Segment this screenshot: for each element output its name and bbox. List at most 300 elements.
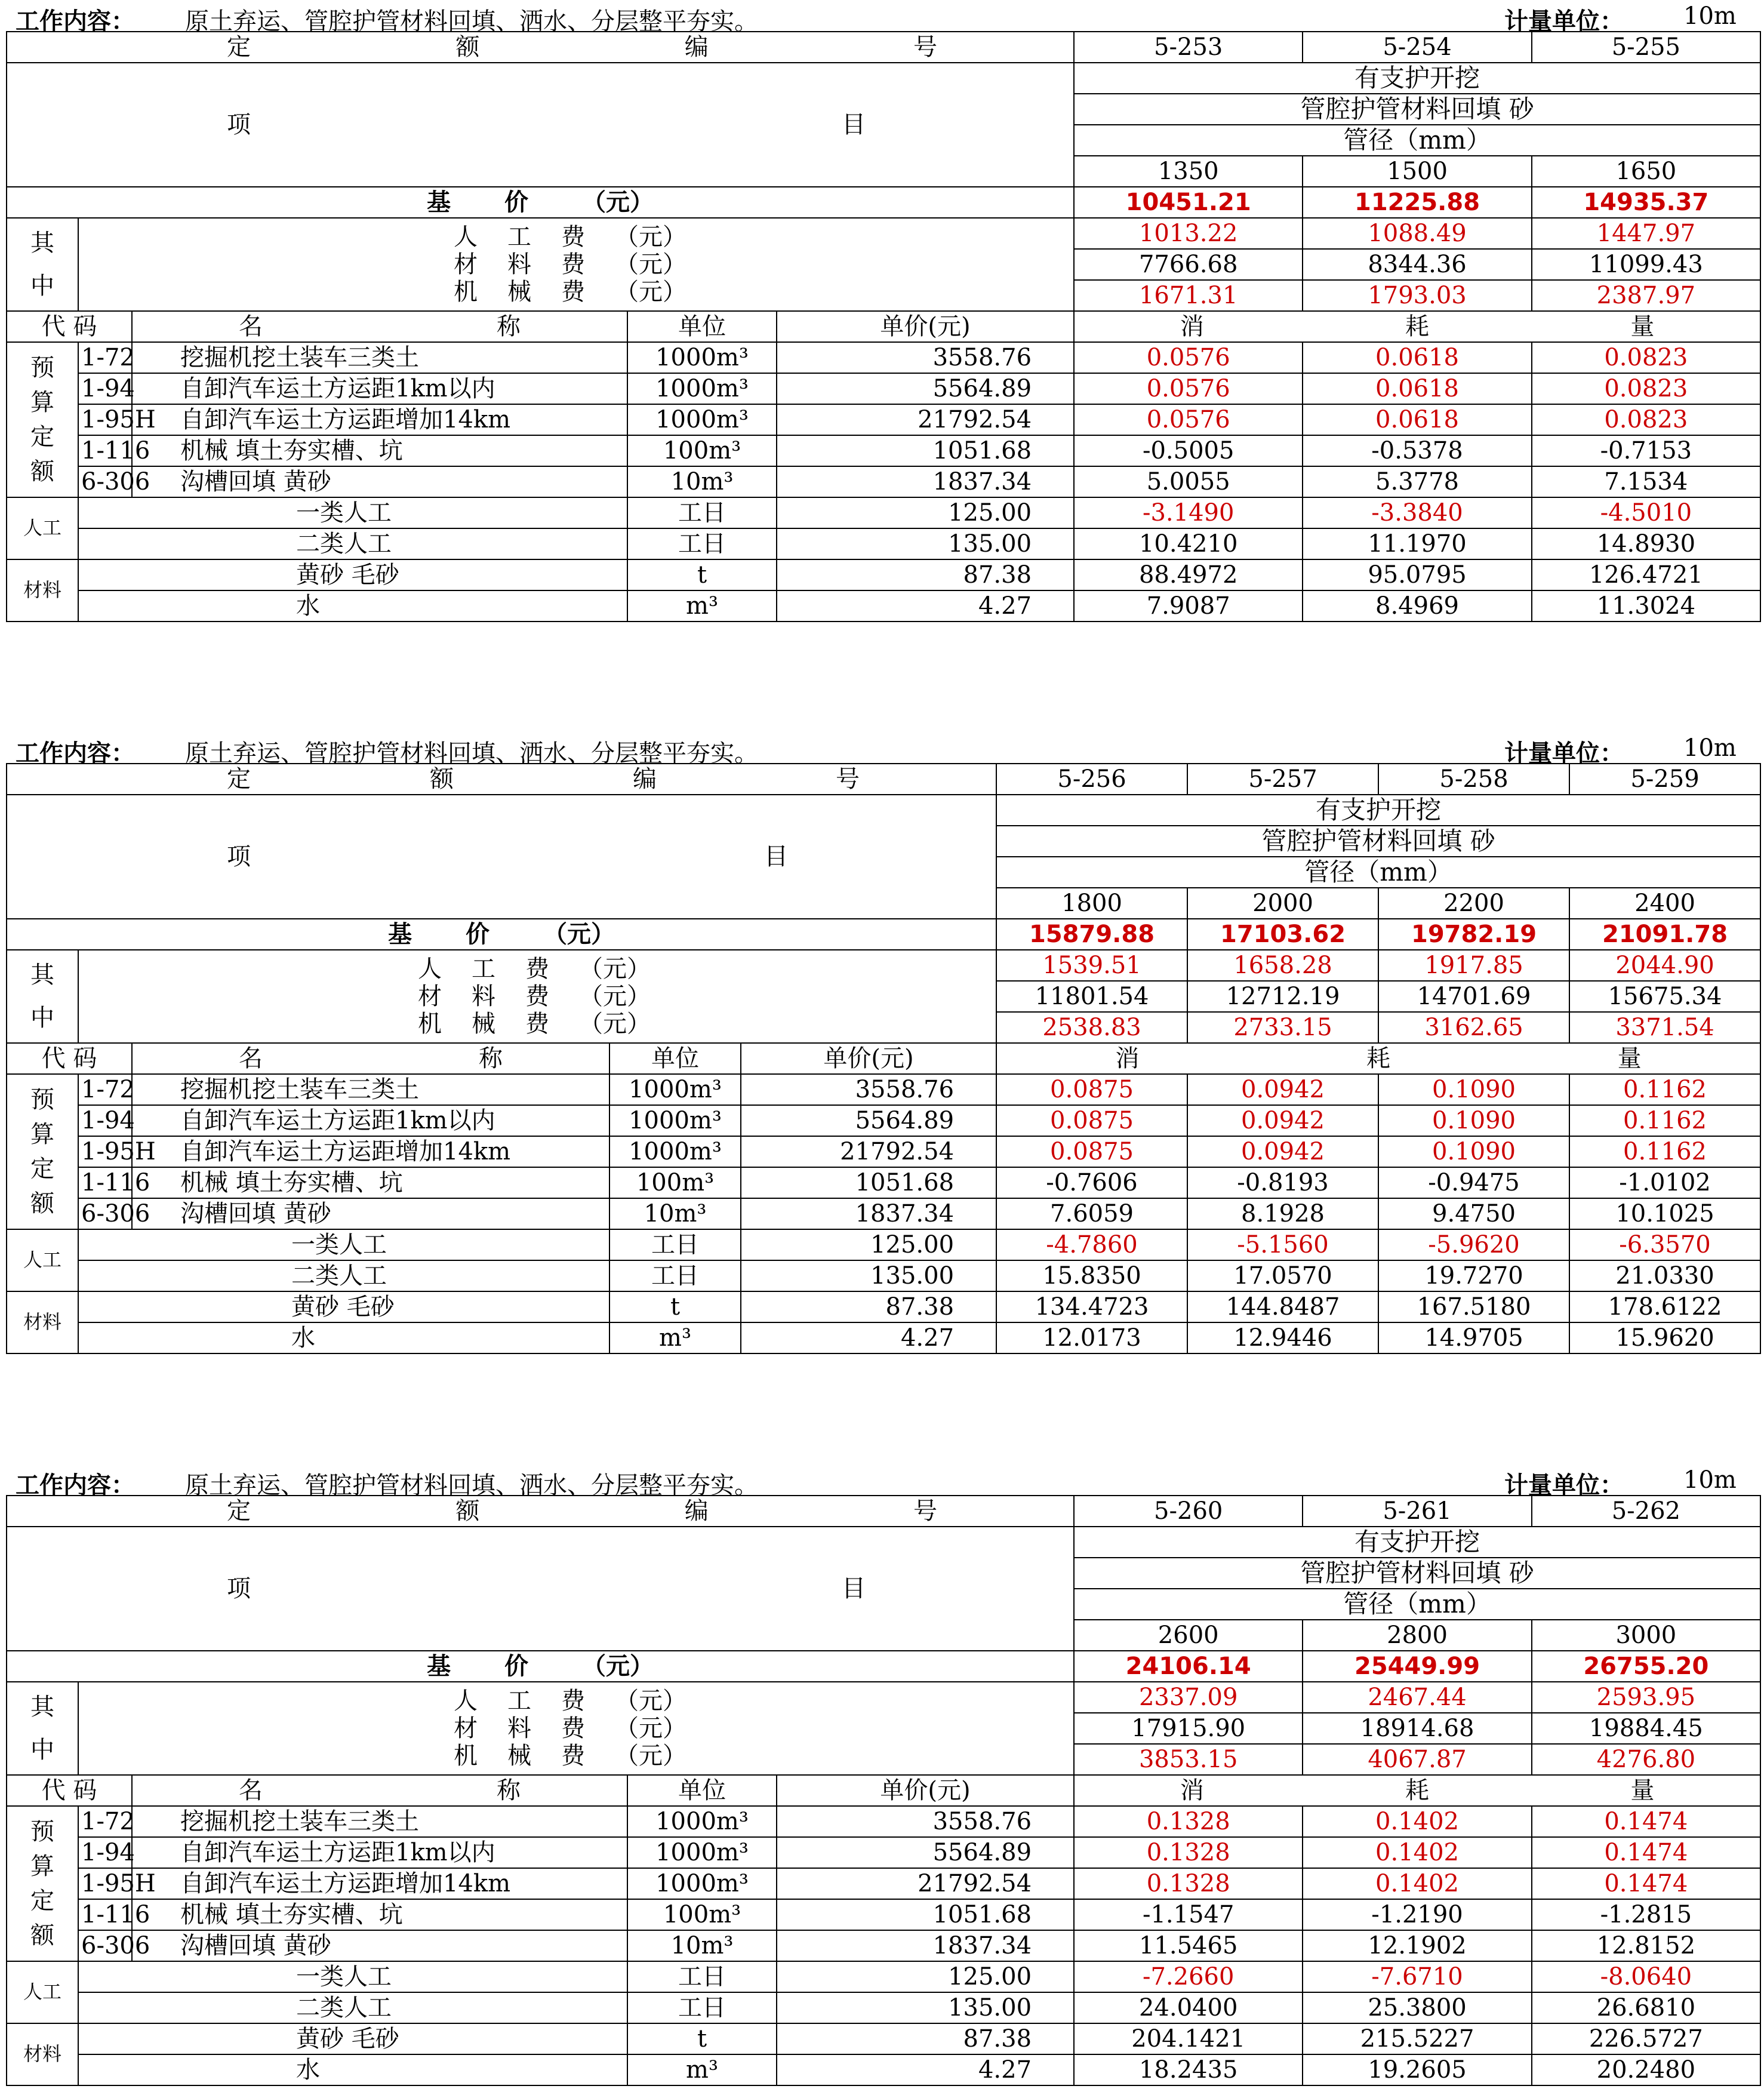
- qi-zhong-char: 中: [30, 1736, 54, 1764]
- column-header-row: [7, 311, 1760, 342]
- budget-consumption-value: 0.1090: [1378, 1105, 1569, 1136]
- consumption-char: 耗: [1405, 313, 1430, 340]
- budget-consumption-value: -1.2190: [1303, 1899, 1531, 1930]
- consumption-char: 消: [1115, 1045, 1140, 1072]
- cost-breakdown-names: [78, 218, 1074, 311]
- name-header-char: 名: [239, 1777, 263, 1804]
- item-unit: 100m³: [627, 435, 777, 466]
- material-consumption-value: 7.9087: [1074, 590, 1303, 622]
- category-excavation: 有支护开挖: [1074, 63, 1760, 94]
- labor-name: 二类人工: [78, 528, 627, 559]
- quota-label-char: 定: [227, 33, 251, 61]
- budget-item-row: [7, 404, 1760, 435]
- item-price: 1837.34: [777, 1930, 1074, 1961]
- name-header: [132, 1043, 609, 1074]
- budget-consumption-value: 0.1402: [1303, 1806, 1531, 1837]
- labor-consumption-value: 11.1970: [1303, 528, 1531, 559]
- budget-consumption-value: 5.0055: [1074, 466, 1303, 497]
- item-code: 1-94: [78, 373, 132, 404]
- base-price-row: [7, 1651, 1760, 1682]
- item-name: 自卸汽车运土方运距1km以内: [132, 373, 627, 404]
- work-content-text: 原土弃运、管腔护管材料回填、洒水、分层整平夯实。: [185, 740, 758, 767]
- material-name: 黄砂 毛砂: [78, 559, 627, 590]
- labor-unit: 工日: [609, 1229, 741, 1260]
- item-name: 机械 填土夯实槽、坑: [132, 1899, 627, 1930]
- labor-consumption-value: -8.0640: [1532, 1961, 1760, 1992]
- material-consumption-value: 126.4721: [1532, 559, 1760, 590]
- labor-group-label: 人工: [7, 1229, 78, 1291]
- unit-label: 计量单位：: [1504, 740, 1624, 767]
- base-price-value: 26755.20: [1532, 1651, 1760, 1682]
- material-consumption-value: 178.6122: [1569, 1291, 1760, 1322]
- material-item-row: [7, 559, 1760, 590]
- work-content-label: 工作内容：: [16, 8, 135, 35]
- quota-label-char: 号: [836, 765, 860, 793]
- labor-cost-value: 1013.22: [1074, 218, 1303, 249]
- cost-breakdown-names: [78, 950, 996, 1043]
- item-code: 1-95H: [78, 1868, 132, 1899]
- labor-name: 一类人工: [78, 1961, 627, 1992]
- qi-zhong-label: [7, 218, 78, 311]
- labor-cost-value: 1088.49: [1303, 218, 1531, 249]
- item-price: 1051.68: [741, 1167, 996, 1198]
- base-price-value: 21091.78: [1569, 919, 1760, 950]
- machine-cost-value: 3162.65: [1378, 1012, 1569, 1043]
- quota-code: 5-261: [1303, 1496, 1531, 1527]
- labor-price: 135.00: [777, 528, 1074, 559]
- budget-item-row: [7, 373, 1760, 404]
- base-price-value: 10451.21: [1074, 187, 1303, 218]
- material-price: 87.38: [741, 1291, 996, 1322]
- cost-name-char: 工: [507, 223, 531, 251]
- budget-consumption-value: 0.0576: [1074, 404, 1303, 435]
- budget-consumption-value: 0.0823: [1532, 373, 1760, 404]
- material-cost-value: 17915.90: [1074, 1713, 1303, 1744]
- item-price: 1837.34: [777, 466, 1074, 497]
- budget-group-char: 算: [30, 389, 54, 416]
- base-price-char: （元）: [582, 189, 654, 216]
- diameter-value: 2400: [1569, 888, 1760, 919]
- budget-group-char: 算: [30, 1853, 54, 1880]
- budget-consumption-value: 0.1162: [1569, 1105, 1760, 1136]
- labor-consumption-value: -7.6710: [1303, 1961, 1531, 1992]
- cost-name-char: 械: [472, 1010, 495, 1038]
- budget-item-row: [7, 1868, 1760, 1899]
- item-unit: 1000m³: [609, 1074, 741, 1105]
- base-price-char: 价: [504, 1653, 529, 1680]
- material-consumption-value: 167.5180: [1378, 1291, 1569, 1322]
- item-name: 机械 填土夯实槽、坑: [132, 1167, 609, 1198]
- material-consumption-value: 18.2435: [1074, 2054, 1303, 2085]
- item-label: [7, 795, 996, 919]
- item-label: [7, 1527, 1074, 1651]
- diameter-value: 2800: [1303, 1620, 1531, 1651]
- machine-cost-value: 2538.83: [996, 1012, 1187, 1043]
- consumption-header: [1074, 311, 1760, 342]
- budget-group-char: 额: [30, 1922, 54, 1949]
- labor-consumption-value: -5.9620: [1378, 1229, 1569, 1260]
- item-price: 5564.89: [741, 1105, 996, 1136]
- base-price-value: 15879.88: [996, 919, 1187, 950]
- cost-name-char: 费: [525, 1010, 549, 1038]
- item-code: 6-306: [78, 466, 132, 497]
- material-item-row: [7, 1322, 1760, 1353]
- budget-consumption-value: -0.7606: [996, 1167, 1187, 1198]
- cost-name-char: 工: [472, 955, 495, 983]
- budget-consumption-value: 7.1534: [1532, 466, 1760, 497]
- budget-item-row: [7, 342, 1760, 373]
- item-name: 自卸汽车运土方运距增加14km: [132, 404, 627, 435]
- budget-consumption-value: -0.5378: [1303, 435, 1531, 466]
- quota-section: [6, 1464, 1760, 2086]
- budget-group-char: 预: [30, 1818, 54, 1845]
- item-name: 自卸汽车运土方运距增加14km: [132, 1136, 609, 1167]
- base-price-value: 14935.37: [1532, 187, 1760, 218]
- item-price: 21792.54: [741, 1136, 996, 1167]
- item-unit: 1000m³: [627, 1868, 777, 1899]
- labor-cost-value: 1447.97: [1532, 218, 1760, 249]
- qi-zhong-char: 中: [30, 1004, 54, 1032]
- price-header: 单价(元): [777, 1775, 1074, 1806]
- quota-section: [6, 732, 1760, 1354]
- item-price: 1051.68: [777, 435, 1074, 466]
- consumption-char: 消: [1180, 1777, 1204, 1804]
- budget-consumption-value: -0.5005: [1074, 435, 1303, 466]
- budget-consumption-value: 0.1402: [1303, 1837, 1531, 1868]
- budget-group-label: [7, 1074, 78, 1229]
- budget-item-row: [7, 1136, 1760, 1167]
- budget-consumption-value: 0.1090: [1378, 1074, 1569, 1105]
- section-header: [6, 1464, 1760, 1499]
- item-code: 6-306: [78, 1198, 132, 1229]
- material-cost-value: 11099.43: [1532, 249, 1760, 280]
- budget-consumption-value: 9.4750: [1378, 1198, 1569, 1229]
- material-price: 87.38: [777, 2023, 1074, 2054]
- material-name: 水: [78, 2054, 627, 2085]
- base-price-value: 19782.19: [1378, 919, 1569, 950]
- diameter-value: 3000: [1532, 1620, 1760, 1651]
- item-name: 自卸汽车运土方运距1km以内: [132, 1837, 627, 1868]
- qi-zhong-char: 其: [30, 1693, 54, 1721]
- item-price: 1051.68: [777, 1899, 1074, 1930]
- quota-label-char: 号: [913, 33, 938, 61]
- cost-name-char: 机: [418, 1010, 442, 1038]
- labor-cost-value: 2044.90: [1569, 950, 1760, 981]
- name-header: [132, 1775, 627, 1806]
- material-unit: m³: [627, 2054, 777, 2085]
- code-header: 代 码: [7, 1775, 132, 1806]
- quota-label-char: 额: [455, 33, 480, 61]
- item-price: 5564.89: [777, 373, 1074, 404]
- diameter-value: 2000: [1187, 888, 1378, 919]
- item-code: 1-116: [78, 1167, 132, 1198]
- base-price-char: 基: [388, 921, 412, 948]
- diameter-value: 1650: [1532, 156, 1760, 187]
- unit-header: 单位: [609, 1043, 741, 1074]
- budget-consumption-value: 12.8152: [1532, 1930, 1760, 1961]
- labor-consumption-value: 14.8930: [1532, 528, 1760, 559]
- budget-consumption-value: 0.1328: [1074, 1806, 1303, 1837]
- qi-zhong-char: 其: [30, 961, 54, 989]
- base-price-label: [7, 919, 996, 950]
- material-price: 4.27: [741, 1322, 996, 1353]
- budget-consumption-value: 0.0875: [996, 1074, 1187, 1105]
- machine-cost-value: 1671.31: [1074, 280, 1303, 311]
- cost-name-char: 费: [525, 955, 549, 983]
- material-unit: t: [609, 1291, 741, 1322]
- material-consumption-value: 204.1421: [1074, 2023, 1303, 2054]
- item-code: 1-72: [78, 1074, 132, 1105]
- consumption-char: 耗: [1405, 1777, 1430, 1804]
- budget-item-row: [7, 1198, 1760, 1229]
- material-consumption-value: 88.4972: [1074, 559, 1303, 590]
- item-unit: 1000m³: [609, 1105, 741, 1136]
- item-code: 1-116: [78, 435, 132, 466]
- cost-breakdown-row: [7, 950, 1760, 981]
- cost-name-char: （元）: [615, 1742, 686, 1770]
- labor-unit: 工日: [609, 1260, 741, 1291]
- quota-label-char: 号: [913, 1497, 938, 1525]
- labor-consumption-value: -5.1560: [1187, 1229, 1378, 1260]
- budget-group-char: 算: [30, 1121, 54, 1148]
- item-label: [7, 63, 1074, 187]
- budget-consumption-value: 8.1928: [1187, 1198, 1378, 1229]
- diameter-value: 2200: [1378, 888, 1569, 919]
- budget-item-row: [7, 1837, 1760, 1868]
- material-consumption-value: 14.9705: [1378, 1322, 1569, 1353]
- cost-name-char: （元）: [615, 1687, 686, 1715]
- base-price-label: [7, 187, 1074, 218]
- budget-consumption-value: 0.0875: [996, 1105, 1187, 1136]
- material-name: 水: [78, 1322, 609, 1353]
- material-consumption-value: 12.9446: [1187, 1322, 1378, 1353]
- cost-name-char: 机: [454, 1742, 478, 1770]
- material-consumption-value: 95.0795: [1303, 559, 1531, 590]
- budget-consumption-value: 10.1025: [1569, 1198, 1760, 1229]
- budget-consumption-value: 12.1902: [1303, 1930, 1531, 1961]
- labor-consumption-value: 19.7270: [1378, 1260, 1569, 1291]
- base-price-char: 基: [427, 189, 451, 216]
- labor-item-row: [7, 1992, 1760, 2023]
- name-header: [132, 311, 627, 342]
- material-group-label: 材料: [7, 559, 78, 622]
- cost-name-char: 费: [525, 983, 549, 1010]
- labor-item-row: [7, 497, 1760, 528]
- work-content-text: 原土弃运、管腔护管材料回填、洒水、分层整平夯实。: [185, 8, 758, 35]
- labor-consumption-value: -4.7860: [996, 1229, 1187, 1260]
- budget-consumption-value: -1.1547: [1074, 1899, 1303, 1930]
- material-name: 黄砂 毛砂: [78, 1291, 609, 1322]
- material-unit: m³: [627, 590, 777, 622]
- machine-cost-value: 4067.87: [1303, 1744, 1531, 1775]
- labor-unit: 工日: [627, 1961, 777, 1992]
- cost-name-char: 料: [472, 983, 495, 1010]
- item-price: 3558.76: [777, 342, 1074, 373]
- cost-name-char: 人: [418, 955, 442, 983]
- labor-consumption-value: 10.4210: [1074, 528, 1303, 559]
- cost-breakdown-names: [78, 1682, 1074, 1775]
- labor-name: 二类人工: [78, 1992, 627, 2023]
- base-price-label: [7, 1651, 1074, 1682]
- labor-consumption-value: -7.2660: [1074, 1961, 1303, 1992]
- item-char: 项: [227, 1575, 251, 1602]
- cost-name-char: 人: [454, 223, 478, 251]
- budget-consumption-value: 0.0875: [996, 1136, 1187, 1167]
- item-unit: 1000m³: [627, 342, 777, 373]
- cost-name-char: 工: [507, 1687, 531, 1715]
- cost-name-char: 费: [561, 1715, 585, 1742]
- material-consumption-value: 8.4969: [1303, 590, 1531, 622]
- labor-group-label: 人工: [7, 497, 78, 559]
- budget-item-row: [7, 1167, 1760, 1198]
- name-header-char: 称: [479, 1045, 503, 1072]
- quota-label-char: 编: [633, 765, 657, 793]
- quota-table: [6, 1495, 1761, 2086]
- labor-consumption-value: 24.0400: [1074, 1992, 1303, 2023]
- budget-consumption-value: 0.0823: [1532, 404, 1760, 435]
- base-price-row: [7, 187, 1760, 218]
- budget-group-char: 预: [30, 1086, 54, 1113]
- budget-consumption-value: 0.1402: [1303, 1868, 1531, 1899]
- cost-name-char: （元）: [579, 983, 651, 1010]
- budget-consumption-value: 0.0942: [1187, 1105, 1378, 1136]
- material-cost-value: 19884.45: [1532, 1713, 1760, 1744]
- material-consumption-value: 12.0173: [996, 1322, 1187, 1353]
- category-backfill: 管腔护管材料回填 砂: [1074, 94, 1760, 125]
- code-header: 代 码: [7, 311, 132, 342]
- quota-label-char: 额: [430, 765, 454, 793]
- budget-consumption-value: 0.1162: [1569, 1136, 1760, 1167]
- consumption-char: 量: [1630, 313, 1655, 340]
- budget-consumption-value: 0.0576: [1074, 373, 1303, 404]
- item-char: 目: [842, 1575, 866, 1602]
- item-char: 项: [227, 843, 251, 870]
- machine-cost-value: 2387.97: [1532, 280, 1760, 311]
- labor-cost-value: 1917.85: [1378, 950, 1569, 981]
- budget-consumption-value: -1.2815: [1532, 1899, 1760, 1930]
- labor-item-row: [7, 1961, 1760, 1992]
- diameter-value: 1800: [996, 888, 1187, 919]
- material-consumption-value: 19.2605: [1303, 2054, 1531, 2085]
- unit-header: 单位: [627, 311, 777, 342]
- budget-consumption-value: -0.7153: [1532, 435, 1760, 466]
- item-unit: 1000m³: [627, 404, 777, 435]
- cost-name-char: 机: [454, 278, 478, 306]
- material-group-label: 材料: [7, 1291, 78, 1353]
- base-price-char: （元）: [543, 921, 615, 948]
- budget-consumption-value: 0.0823: [1532, 342, 1760, 373]
- labor-cost-value: 1539.51: [996, 950, 1187, 981]
- material-consumption-value: 215.5227: [1303, 2023, 1531, 2054]
- item-unit: 1000m³: [627, 1837, 777, 1868]
- diameter-value: 1350: [1074, 156, 1303, 187]
- budget-item-row: [7, 1930, 1760, 1961]
- cost-name-char: 材: [454, 1715, 478, 1742]
- cost-name-char: 费: [561, 251, 585, 278]
- labor-unit: 工日: [627, 528, 777, 559]
- budget-item-row: [7, 466, 1760, 497]
- quota-label-char: 定: [227, 1497, 251, 1525]
- labor-name: 一类人工: [78, 1229, 609, 1260]
- budget-consumption-value: 0.1090: [1378, 1136, 1569, 1167]
- item-code: 6-306: [78, 1930, 132, 1961]
- quota-code: 5-258: [1378, 764, 1569, 795]
- material-group-label: 材料: [7, 2023, 78, 2085]
- unit-value: 10m: [1683, 1466, 1737, 1494]
- labor-name: 二类人工: [78, 1260, 609, 1291]
- machine-cost-value: 4276.80: [1532, 1744, 1760, 1775]
- budget-group-char: 预: [30, 354, 54, 382]
- budget-group-char: 额: [30, 1190, 54, 1217]
- cost-name-char: 械: [507, 1742, 531, 1770]
- material-cost-value: 18914.68: [1303, 1713, 1531, 1744]
- item-name: 自卸汽车运土方运距增加14km: [132, 1868, 627, 1899]
- material-consumption-value: 226.5727: [1532, 2023, 1760, 2054]
- material-consumption-value: 144.8487: [1187, 1291, 1378, 1322]
- material-unit: m³: [609, 1322, 741, 1353]
- material-item-row: [7, 590, 1760, 622]
- item-code: 1-72: [78, 342, 132, 373]
- base-price-row: [7, 919, 1760, 950]
- category-backfill: 管腔护管材料回填 砂: [996, 826, 1760, 857]
- budget-group-char: 定: [30, 1887, 54, 1915]
- qi-zhong-label: [7, 1682, 78, 1775]
- quota-code: 5-254: [1303, 32, 1531, 63]
- material-price: 4.27: [777, 2054, 1074, 2085]
- cost-name-char: （元）: [615, 251, 686, 278]
- consumption-header: [996, 1043, 1760, 1074]
- labor-cost-value: 1658.28: [1187, 950, 1378, 981]
- item-price: 5564.89: [777, 1837, 1074, 1868]
- quota-code: 5-255: [1532, 32, 1760, 63]
- cost-name-char: 材: [454, 251, 478, 278]
- budget-group-char: 定: [30, 423, 54, 451]
- column-header-row: [7, 1043, 1760, 1074]
- budget-consumption-value: 7.6059: [996, 1198, 1187, 1229]
- material-price: 4.27: [777, 590, 1074, 622]
- cost-name-char: （元）: [579, 1010, 651, 1038]
- material-consumption-value: 134.4723: [996, 1291, 1187, 1322]
- budget-consumption-value: 0.0942: [1187, 1136, 1378, 1167]
- item-char: 项: [227, 111, 251, 139]
- labor-consumption-value: -4.5010: [1532, 497, 1760, 528]
- cost-name-char: （元）: [615, 223, 686, 251]
- consumption-char: 耗: [1366, 1045, 1391, 1072]
- item-name: 沟槽回填 黄砂: [132, 466, 627, 497]
- material-item-row: [7, 2023, 1760, 2054]
- labor-consumption-value: -3.3840: [1303, 497, 1531, 528]
- base-price-value: 11225.88: [1303, 187, 1531, 218]
- qi-zhong-char: 其: [30, 229, 54, 257]
- budget-item-row: [7, 1105, 1760, 1136]
- budget-consumption-value: 0.0618: [1303, 373, 1531, 404]
- quota-label-char: 额: [455, 1497, 480, 1525]
- material-unit: t: [627, 559, 777, 590]
- item-name: 挖掘机挖土装车三类土: [132, 1074, 609, 1105]
- cost-name-char: 费: [561, 1687, 585, 1715]
- quota-label-char: 编: [684, 33, 709, 61]
- material-cost-value: 14701.69: [1378, 981, 1569, 1012]
- material-consumption-value: 11.3024: [1532, 590, 1760, 622]
- item-char: 目: [764, 843, 789, 870]
- consumption-char: 量: [1617, 1045, 1642, 1072]
- labor-consumption-value: -6.3570: [1569, 1229, 1760, 1260]
- labor-unit: 工日: [627, 497, 777, 528]
- quota-code: 5-253: [1074, 32, 1303, 63]
- budget-consumption-value: 0.0618: [1303, 342, 1531, 373]
- labor-price: 125.00: [777, 1961, 1074, 1992]
- diameter-value: 2600: [1074, 1620, 1303, 1651]
